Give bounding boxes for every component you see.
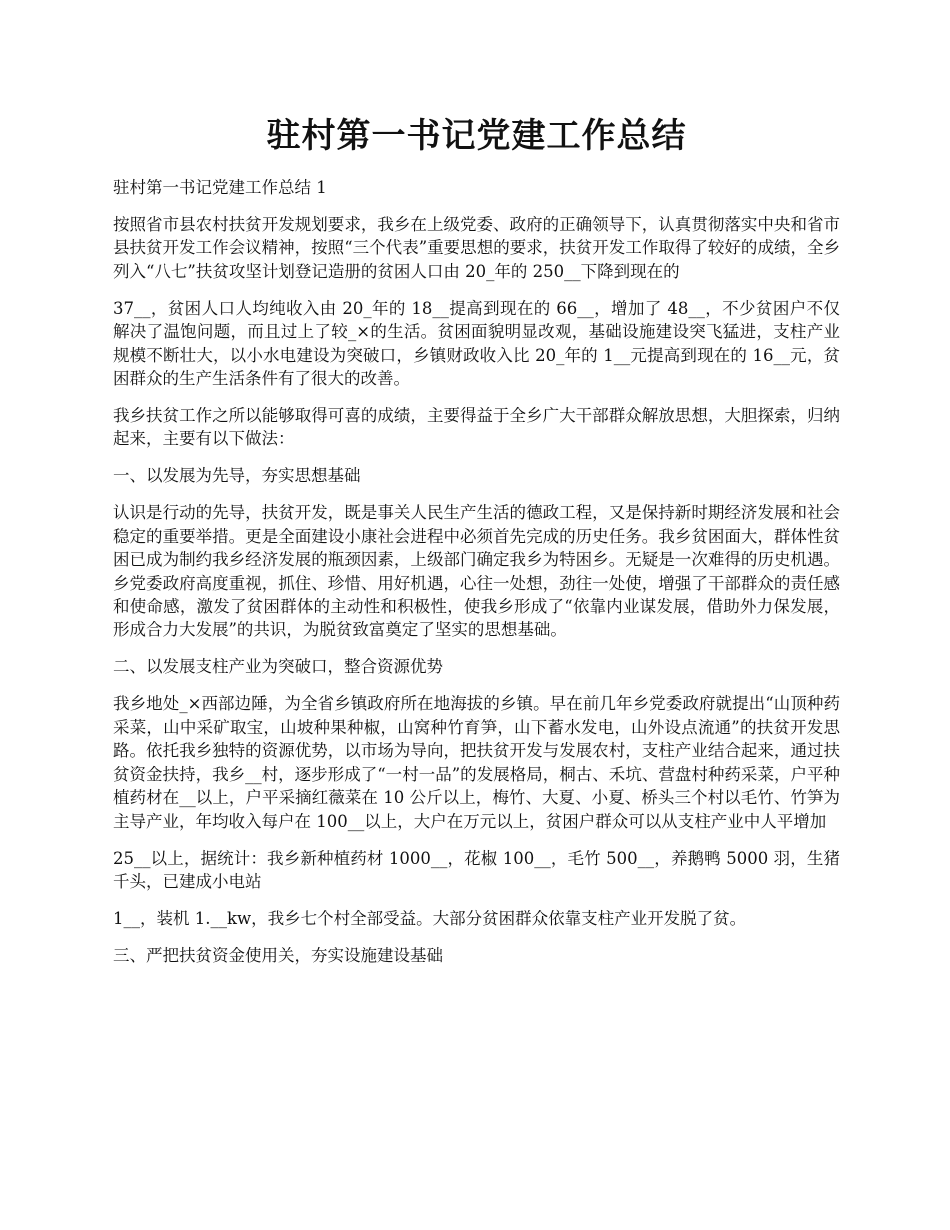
- paragraph: 我乡地处_×西部边陲，为全省乡镇政府所在地海拔的乡镇。早在前几年乡党委政府就提出“山顶种药采菜，山中采矿取宝，山坡种果种椒，山窝种竹育笋，山下蓄水发电，山外设点流通”的扶贫开发思路。依托我乡独特的资源优势，以市场为导向，把扶贫开发与发展农村，支柱产业结合起来，通过扶贫资金扶持，我乡__村，逐步形成了“一村一品”的发展格局，桐古、禾坑、营盘村种药采菜，户平种植药材在__以上，户平采摘红薇菜在 10 公斤以上，梅竹、大夏、小夏、桥头三个村以毛竹、竹笋为主导产业，年均收入每户在 100__以上，大户在万元以上，贫困户群众可以从支柱产业中人平增加: [113, 694, 840, 831]
- paragraph: 37__，贫困人口人均纯收入由 20_年的 18__提高到现在的 66__，增加了 48__，不少贫困户不仅解决了温饱问题，而且过上了较_×的生活。贫困面貌明显改观，基础设施建设突飞猛进，支柱产业规模不断壮大，以小水电建设为突破口，乡镇财政收入比 20_年的 1__元提高到现在的 16__元，贫困群众的生产生活条件有了很大的改善。: [113, 298, 840, 389]
- section-heading: 二、以发展支柱产业为突破口，整合资源优势: [113, 657, 443, 677]
- document-title: 驻村第一书记党建工作总结: [266, 116, 687, 156]
- document-page: [113, 108, 840, 981]
- section-heading: 三、严把扶贫资金使用关，夯实设施建设基础: [113, 945, 443, 965]
- paragraph: 认识是行动的先导，扶贫开发，既是事关人民生产生活的德政工程，又是保持新时期经济发展和社会稳定的重要举措。更是全面建设小康社会进程中必须首先完成的历史任务。我乡贫困面大，群体性贫困已成为制约我乡经济发展的瓶颈因素，上级部门确定我乡为特困乡。无疑是一次难得的历史机遇。乡党委政府高度重视，抓住、珍惜、用好机遇，心往一处想，劲往一处使，增强了干部群众的责任感和使命感，激发了贫困群体的主动性和积极性，使我乡形成了“依靠内业谋发展，借助外力保发展，形成合力大发展”的共识，为脱贫致富奠定了坚实的思想基础。: [113, 503, 840, 640]
- document-subtitle: 驻村第一书记党建工作总结 1: [113, 178, 327, 197]
- paragraph: 按照省市县农村扶贫开发规划要求，我乡在上级党委、政府的正确领导下，认真贯彻落实中央和省市县扶贫开发工作会议精神，按照“三个代表”重要思想的要求，扶贫开发工作取得了较好的成绩，全乡列入“八七”扶贫攻坚计划登记造册的贫困人口由 20_年的 250__下降到现在的: [113, 215, 840, 281]
- paragraph: 我乡扶贫工作之所以能够取得可喜的成绩，主要得益于全乡广大干部群众解放思想，大胆探索，归纳起来，主要有以下做法：: [113, 406, 840, 449]
- paragraph: 25__以上，据统计：我乡新种植药材 1000__，花椒 100__，毛竹 500__，养鹅鸭 5000 羽，生猪千头，已建成小电站: [113, 848, 840, 891]
- section-heading: 一、以发展为先导，夯实思想基础: [113, 466, 361, 486]
- paragraph: 1__，装机 1.__kw，我乡七个村全部受益。大部分贫困群众依靠支柱产业开发脱了贫。: [113, 908, 747, 928]
